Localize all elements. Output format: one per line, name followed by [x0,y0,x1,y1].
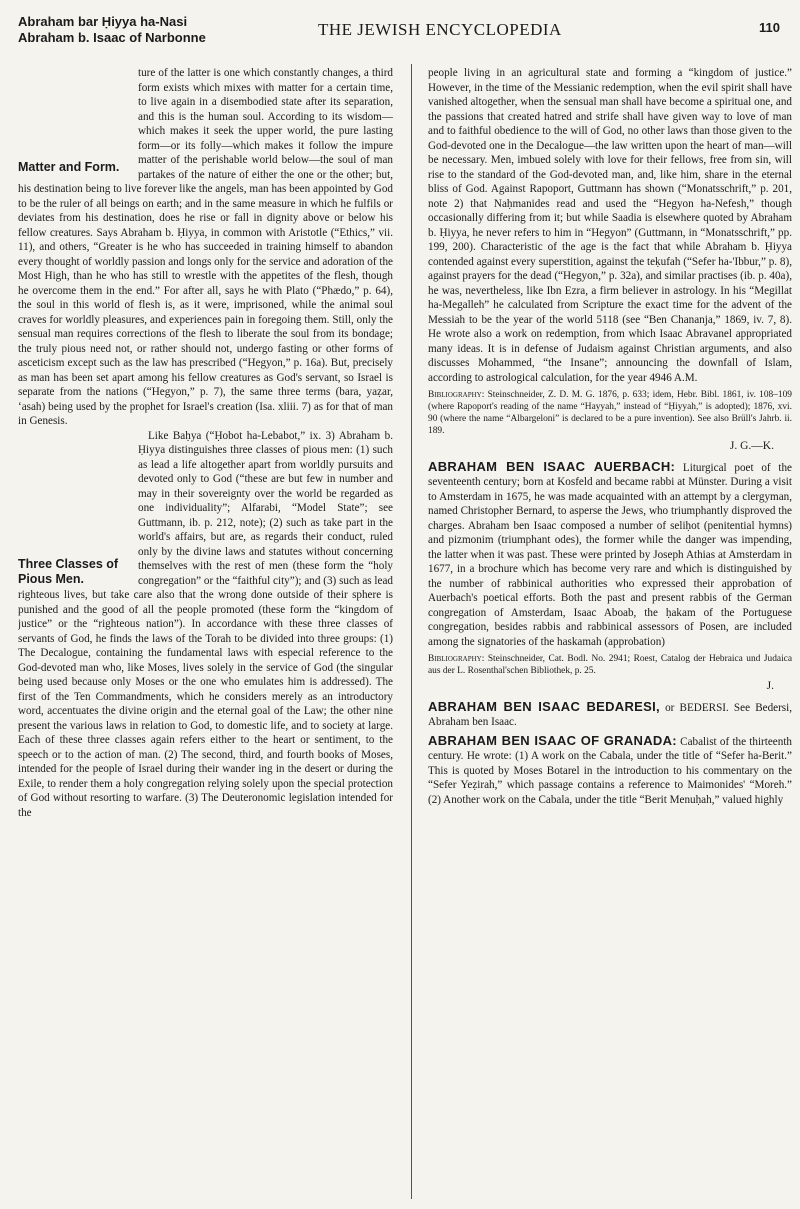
entry-auerbach [428,460,792,650]
running-header [18,14,788,60]
entry-bedaresi [428,700,792,730]
paragraph: people living in an agricultural state and forming a “kingdom of justice.” However, in the time of the Messianic redemption, when the evil spirit shall have vanished altogether, when the sensual man shall have become a spiritual one, and the passions that created hatred and strife shall have given way to love of man and to faithful obedience to the will of God, no other laws than those given to the God-devoted one in the Decalogue—the law written upon the heart of man—will be necessary. Men, imbued solely with love for their fellows, free from sin, will rise to the standard of the God-devoted man, and, like him, share in the eternal bliss of God. Against Rapoport, Guttmann has shown (“Monatsschrift,” p. 201, note 2) that Naḥmanides read and used the “Hegyon ha-Nefesh,” though occasionally differing from it; but while Saadia is elsewhere quoted by Abraham b. Ḥiyya, he never refers to him in “Hegyon” (Guttmann, in “Monatsschrift,” pp. 199, 200). Characteristic of the age is the fact that while Abraham b. Ḥiyya contended against every superstition, against the teḳufah (“Sefer ha-'Ibbur,” p. 8), against prayers for the dead (“Hegyon,” p. 32a), and similar practises (ib. p. 40a), he was, nevertheless, like Ibn Ezra, a firm believer in astrology. In his “Megillat ha-Megalleh” he calculated from Scripture the exact time for the advent of the Messiah to be the year of the world 5118 (see “Ben Chananja,” 1869, iv. 7, 8). He wrote also a work on redemption, from which Isaac Abravanel appropriated many ideas. It is in defense of Judaism against Christian arguments, and also discusses Mohammed, “the Insane”; announcing the downfall of Islam, according to astrological calculation, for the year 4946 A.M. [428,67,792,384]
running-head-first: Abraham bar Ḥiyya ha-Nasi [18,14,188,29]
entry-text: Cabalist of the thirteenth century. He wrote: (1) A work on the Cabala, under the title of “Sefer ha-Berit.” This is quoted by Moses Botarel in the introduction to his commentary on the “Sefer Yeẓirah,” which passage contains a reference to Maimonides' “Moreh.” (2) Another work on the Cabala, under the title “Berit Menuḥah,” valued highly [428,735,792,806]
entry-title: ABRAHAM BEN ISAAC OF GRANADA: [428,732,677,748]
entry-title: ABRAHAM BEN ISAAC AUERBACH: [428,458,676,474]
sidenote-three-classes: Three Classes of Pious Men. [18,556,119,586]
paragraph [18,429,393,821]
entry-text: Liturgical poet of the seventeenth century; born at Kosfeld and became rabbi at Münster. During a visit to Amsterdam in 1675, he was made acquainted with an attempt by a clergyman, named Christopher Bernard, to asperse the Jews, who triumphantly disproved the charges. Abraham ben Isaac composed a number of seliḥot (penitential hymns) and pizmonim (triumphant odes), the former while the danger was impending, the latter when it was past. These were printed by Joseph Athias at Amsterdam in 1677, in a brochure which has become very rare and which is distinguished by the number of rabbinical authorities who expressed their approbation of Auerbach's poetical efforts. Both the past and present rabbis of the German congregation of Amsterdam, Isaac Aboab, the ḥakam of the Portuguese congregation, besides rabbis and rabbinical assessors of Posen, are included among the signatories of the haskamah (approbation) [428,461,792,648]
author-signature: J. G.—K. [729,440,774,452]
column-divider [411,64,412,1199]
page-number: 110 [759,20,780,35]
entry-text: or BEDERSI. See Bedersi, Abraham ben Isaac. [428,701,792,728]
encyclopedia-title: THE JEWISH ENCYCLOPEDIA [318,20,562,39]
bibliography-text: Steinschneider, Cat. Bodl. No. 2941; Roest, Catalog der Hebraica und Judaica aus der L. Rosenthal'schen Bibliothek, p. 25. [428,654,792,676]
entry-title: ABRAHAM BEN ISAAC BEDARESI, [428,698,660,714]
bibliography [428,389,792,437]
bibliography-label: Bibliography: [428,654,485,664]
running-head-left [18,14,206,46]
sidenote-matter-and-form: Matter and Form. [18,160,120,174]
bibliography-label: Bibliography: [428,390,485,400]
left-column [18,66,393,1196]
running-head-last: Abraham b. Isaac of Narbonne [18,30,206,45]
entry-granada [428,734,792,808]
bibliography-text: Steinschneider, Z. D. M. G. 1876, p. 633; idem, Hebr. Bibl. 1861, iv. 108–109 (where Rapoport's reading of the name “Hayyah,” instead of “Ḥiyyah,” is adopted); 1876, xvi. 90 (where the name “Albargeloni” is declared to be a pure invention). See also Brüll's Jahrb. ii. 189. [428,390,792,436]
right-column [428,66,792,1196]
paragraph-text: ture of the latter is one which constantly changes, a third form exists which mixes with matter for a certain time, to live again in a disembodied state after its separation, and this is the human soul. According to its wisdom—which makes it seek the upper world, the pure lasting form—or its folly—which makes it follow the impure matter of the perishable world below—the soul of man partakes of the nature of either the one or the other; but, his destination being to live forever like the angels, man has been appointed by God to be the ruler of all beings on earth; and in the same measure in which he fulfils or deviates from his destination, does he rise or fall in dignity above or below his fellow creatures. Says Abraham b. Ḥiyya, in common with Aristotle (“Ethics,” vii. 11), and others, “Greater is he who has succeeded in training himself to abandon every thought of worldly passion and longs only for the service and adoration of the Most High, than he who has still to wrestle with the appetites of the flesh, though he overcome them in the end.” For after all, says he with Plato (“Phædo,” p. 64), the soul in this world of flesh is, as it were, imprisoned, while the animal soul craves for worldly pleasures, and experiences pain in foregoing them. Still, only the sensual man requires corrections of the flesh to liberate the soul from its bondage; the truly pious need not, or rather should not, undergo fasting or other forms of asceticism except such as the law has prescribed (“Hegyon,” p. 16a). But, precisely as man has been set apart among his fellow creatures as God's servant, so Israel is separate from the nations (“Hegyon,” p. 7), the same three terms (bara, yaẓar, ‘asah) being used by the prophet for Israel's creation (Isa. xliii. 7) as for that of man in Genesis. [18,67,393,427]
author-signature: J. [766,680,774,692]
paragraph-text: Like Baḥya (“Ḥobot ha-Lebabot,” ix. 3) Abraham b. Ḥiyya distinguishes three classes of pious men: (1) such as lead a life altogether apart from worldly pursuits and devoted only to God (“these are but few in number and may in their sovereignty over the world be regarded as one individuality”; Alfarabi, “Model State”; see Guttmann, ib. p. 212, note); (2) such as take part in the world's affairs, but are, as regards their conduct, ruled only by the divine laws and statutes without concerning themselves with the rest of men (these form the “holy congregation” or the “faithful city”); and (3) such as lead righteous lives, but take care also that the wrong done outside of their sphere is punished and the good of all the people promoted (these form the “kingdom of justice” or the “righteous nation”). In accordance with these three classes of servants of God, he finds the laws of the Torah to be divided into three groups: (1) The Decalogue, containing the fundamental laws with especial reference to the God-devoted man who, like Moses, lives solely in the service of God (the singular being used because only Moses or the one who emulates him is addressed). The first of the Ten Commandments, which he considers merely as an introductory word, accentuates the divine origin and the eternal goal of the Law; the other nine present the various laws in relation to God, to domestic life, and to society at large. Each of these three classes again refers either to the heart or sentiment, to the speech or to the action of man. (2) The second, third, and fourth books of Moses, intended for the people of Israel during their wander ing in the desert or during the Exile, to render them a holy congregation relying solely upon the special protection of God without resorting to warfare. (3) The Deuteronomic legislation intended for the [18,429,393,819]
paragraph [18,66,393,429]
bibliography [428,653,792,677]
